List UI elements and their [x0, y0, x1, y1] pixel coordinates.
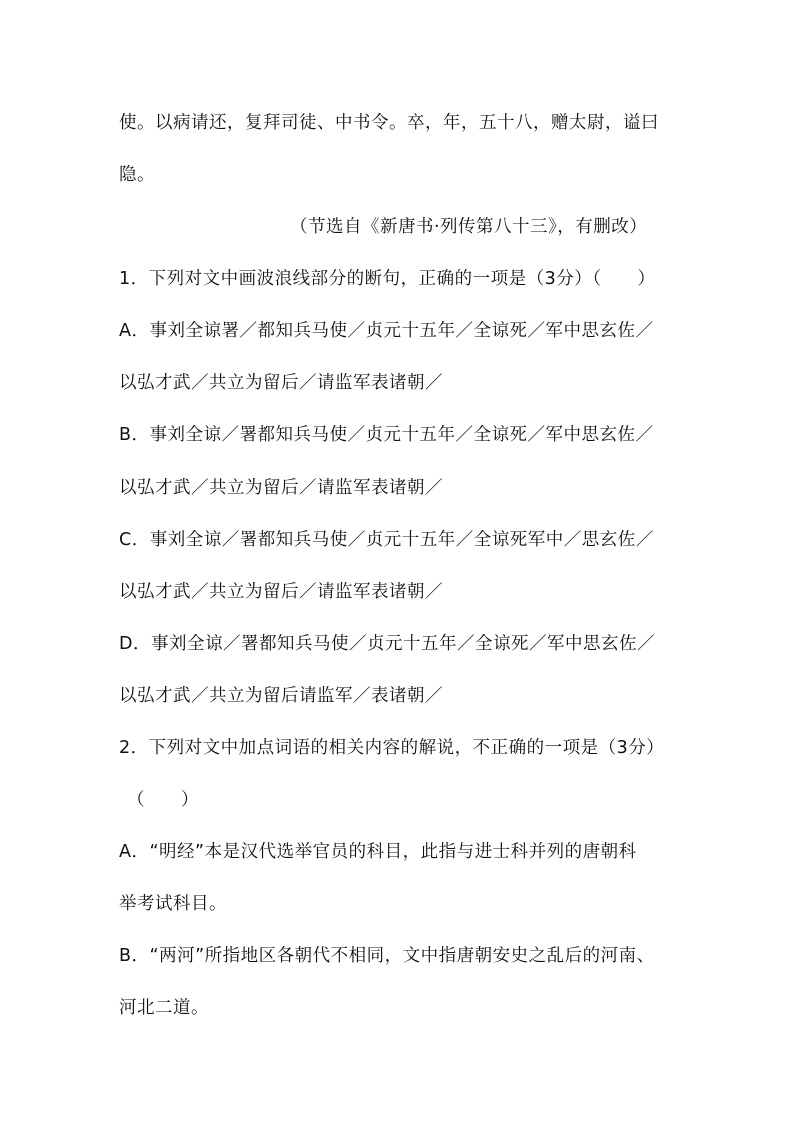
source-citation: （节选自《新唐书·列传第八十三》，有删改）	[290, 217, 648, 237]
option-d-line2: 以弘才武／共立为留后请监军／表诸朝／	[119, 686, 443, 706]
question-2-answer-paren: （ ）	[127, 790, 199, 810]
option-c-line1: C．事刘全谅／署都知兵马使／贞元十五年／全谅死军中／思玄佐／	[119, 530, 654, 550]
option-c-line2: 以弘才武／共立为留后／请监军表诸朝／	[119, 582, 443, 602]
q2-option-b-line1: B．“两河”所指地区各朝代不相同，文中指唐朝安史之乱后的河南、	[119, 946, 655, 966]
option-a-line2: 以弘才武／共立为留后／请监军表诸朝／	[119, 373, 443, 393]
passage-line: 使。以病请还，复拜司徒、中书令。卒，年，五十八，赠太尉，谥曰	[119, 113, 659, 133]
option-a-line1: A．事刘全谅署／都知兵马使／贞元十五年／全谅死／军中思玄佐／	[119, 321, 654, 341]
option-b-line1: B．事刘全谅／署都知兵马使／贞元十五年／全谅死／军中思玄佐／	[119, 425, 654, 445]
question-2-stem: 2．下列对文中加点词语的相关内容的解说，不正确的一项是（3分）	[119, 738, 665, 758]
option-d-line1: D．事刘全谅／署都知兵马使／贞元十五年／全谅死／军中思玄佐／	[119, 634, 655, 654]
passage-line: 隐。	[119, 165, 155, 185]
option-b-line2: 以弘才武／共立为留后／请监军表诸朝／	[119, 478, 443, 498]
q2-option-a-line1: A．“明经”本是汉代选举官员的科目，此指与进士科并列的唐朝科	[119, 842, 637, 862]
question-1-stem: 1．下列对文中画波浪线部分的断句，正确的一项是（3分）（ ）	[119, 269, 656, 289]
q2-option-a-line2: 举考试科目。	[119, 894, 227, 914]
q2-option-b-line2: 河北二道。	[119, 998, 209, 1018]
